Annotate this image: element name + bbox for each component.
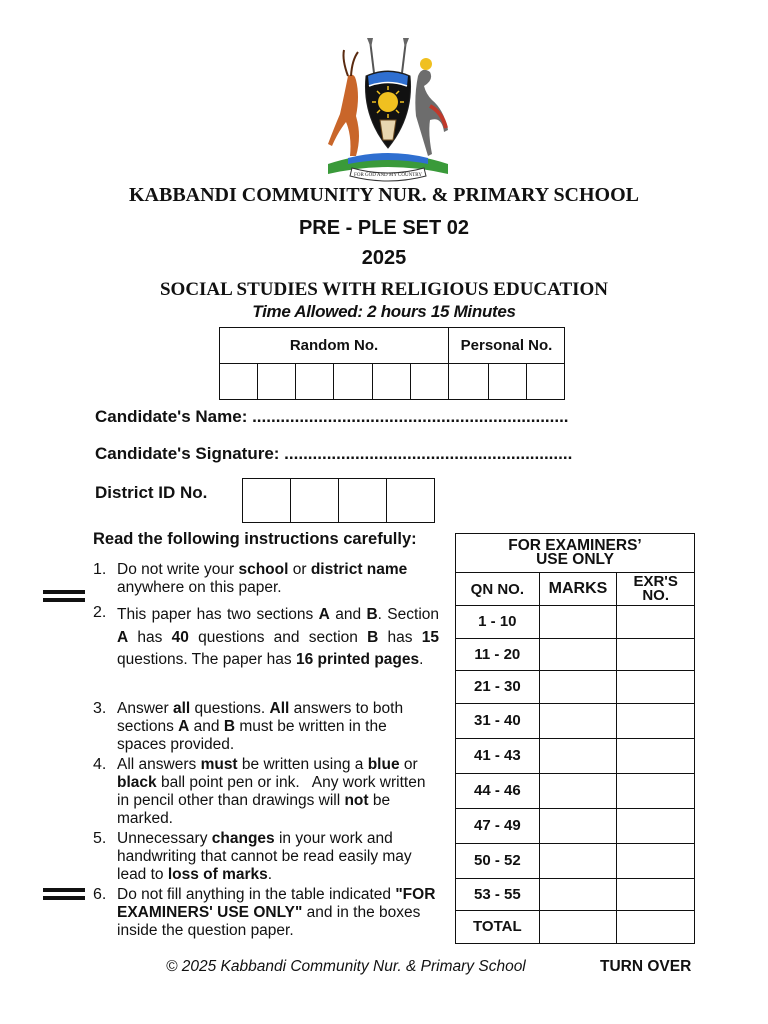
district-id-box[interactable] bbox=[291, 479, 339, 523]
exr-cell[interactable] bbox=[617, 703, 695, 738]
col-exr-no: EXR'S NO. bbox=[617, 573, 695, 606]
marks-cell[interactable] bbox=[539, 878, 617, 911]
instruction-2: This paper has two sections A and B. Section A has 40 questions and section B has 15 questions. The paper has 16 printed pages. bbox=[117, 606, 439, 668]
candidate-name-field[interactable]: Candidate's Name: ................................................................... bbox=[95, 407, 569, 426]
school-name: KABBANDI COMMUNITY NUR. & PRIMARY SCHOOL bbox=[128, 184, 640, 206]
exr-cell[interactable] bbox=[617, 738, 695, 773]
instruction-number: 4. bbox=[93, 756, 107, 773]
table-row: 41 - 43 bbox=[456, 738, 540, 773]
exr-cell[interactable] bbox=[617, 671, 695, 704]
random-no-box[interactable] bbox=[410, 364, 448, 400]
candidate-signature-field[interactable]: Candidate's Signature: ............................................................. bbox=[95, 444, 573, 463]
table-row: 47 - 49 bbox=[456, 808, 540, 843]
marks-cell[interactable] bbox=[539, 738, 617, 773]
marks-cell[interactable] bbox=[539, 911, 617, 944]
marks-cell[interactable] bbox=[539, 638, 617, 671]
margin-double-line-mark bbox=[43, 888, 85, 900]
exr-cell[interactable] bbox=[617, 606, 695, 639]
emblem-motto: FOR GOD AND MY COUNTRY bbox=[354, 173, 422, 178]
exr-cell[interactable] bbox=[617, 808, 695, 843]
random-no-box[interactable] bbox=[296, 364, 334, 400]
marks-cell[interactable] bbox=[539, 703, 617, 738]
random-no-box[interactable] bbox=[220, 364, 258, 400]
instruction-number: 3. bbox=[93, 700, 107, 717]
instruction-3: Answer all questions. All answers to both sections A and B must be written in the spaces provided. bbox=[117, 700, 404, 753]
instruction-number: 1. bbox=[93, 561, 107, 578]
table-row: 11 - 20 bbox=[456, 638, 540, 671]
instructions-title: Read the following instructions carefully: bbox=[93, 530, 417, 548]
exr-cell[interactable] bbox=[617, 878, 695, 911]
instruction-4: All answers must be written using a blue or black ball point pen or ink. Any work written in pencil other than drawings will not be marked. bbox=[117, 756, 426, 827]
random-no-label: Random No. bbox=[220, 328, 449, 364]
examiners-table-title: FOR EXAMINERS’ USE ONLY bbox=[456, 534, 695, 573]
marks-cell[interactable] bbox=[539, 773, 617, 808]
marks-cell[interactable] bbox=[539, 808, 617, 843]
exr-cell[interactable] bbox=[617, 773, 695, 808]
table-row: 53 - 55 bbox=[456, 878, 540, 911]
exam-year: 2025 bbox=[361, 247, 407, 269]
instruction-number: 6. bbox=[93, 886, 107, 903]
time-allowed: Time Allowed: 2 hours 15 Minutes bbox=[252, 302, 516, 321]
district-id-label: District ID No. bbox=[95, 483, 208, 502]
personal-no-box[interactable] bbox=[489, 364, 527, 400]
marks-cell[interactable] bbox=[539, 843, 617, 878]
district-id-box[interactable] bbox=[339, 479, 387, 523]
instruction-number: 5. bbox=[93, 830, 107, 847]
table-row: 50 - 52 bbox=[456, 843, 540, 878]
personal-no-box[interactable] bbox=[449, 364, 489, 400]
district-id-box[interactable] bbox=[243, 479, 291, 523]
examiners-table bbox=[455, 533, 695, 944]
random-no-box[interactable] bbox=[372, 364, 410, 400]
turn-over-label: TURN OVER bbox=[600, 958, 692, 975]
personal-no-box[interactable] bbox=[527, 364, 565, 400]
table-row: 31 - 40 bbox=[456, 703, 540, 738]
table-row: 1 - 10 bbox=[456, 606, 540, 639]
table-row: 44 - 46 bbox=[456, 773, 540, 808]
instruction-1: Do not write your school or district name anywhere on this paper. bbox=[117, 561, 408, 596]
exr-cell[interactable] bbox=[617, 638, 695, 671]
col-marks: MARKS bbox=[539, 573, 617, 606]
random-no-box[interactable] bbox=[258, 364, 296, 400]
exr-cell[interactable] bbox=[617, 911, 695, 944]
table-row: TOTAL bbox=[456, 911, 540, 944]
col-qn-no: QN NO. bbox=[456, 573, 540, 606]
random-no-box[interactable] bbox=[334, 364, 372, 400]
margin-double-line-mark bbox=[43, 590, 85, 602]
exr-cell[interactable] bbox=[617, 843, 695, 878]
marks-cell[interactable] bbox=[539, 606, 617, 639]
table-row: 21 - 30 bbox=[456, 671, 540, 704]
candidate-number-table bbox=[219, 327, 565, 400]
marks-cell[interactable] bbox=[539, 671, 617, 704]
copyright-footer: © 2025 Kabbandi Community Nur. & Primary School bbox=[166, 958, 526, 975]
instruction-number: 2. bbox=[93, 604, 107, 621]
district-id-box[interactable] bbox=[387, 479, 435, 523]
coat-of-arms-emblem bbox=[318, 36, 458, 182]
personal-no-label: Personal No. bbox=[449, 328, 565, 364]
instruction-6: Do not fill anything in the table indicated "FOR EXAMINERS' USE ONLY" and in the boxes inside the question paper. bbox=[117, 886, 436, 939]
district-id-boxes bbox=[242, 478, 435, 523]
instruction-5: Unnecessary changes in your work and handwriting that cannot be read easily may lead to loss of marks. bbox=[117, 830, 412, 883]
subject-title: SOCIAL STUDIES WITH RELIGIOUS EDUCATION bbox=[159, 279, 609, 300]
exam-title: PRE - PLE SET 02 bbox=[298, 217, 470, 239]
